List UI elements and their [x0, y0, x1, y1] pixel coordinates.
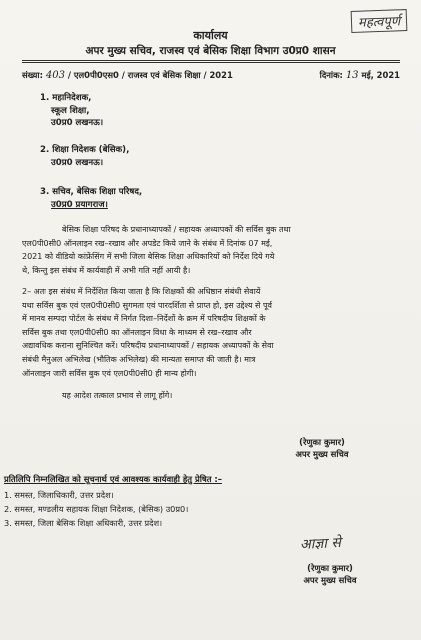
- paragraph-line: बेसिक शिक्षा परिषद के प्रधानाध्यापकों / सहायक अध्यापकों की सर्विस बुक तथा: [62, 225, 291, 234]
- date-rest: मई, 2021: [361, 70, 400, 80]
- copy-item: 1. समस्त, जिलाधिकारी, उत्तर प्रदेश।: [4, 490, 114, 500]
- copy-item: 3. समस्त, जिला बेसिक शिक्षा अधिकारी, उत्तर प्रदेश।: [4, 518, 163, 528]
- paragraph-line: यह आदेश तत्काल प्रभाव से लागू होंगे।: [62, 391, 173, 400]
- addressee-1: [40, 92, 103, 130]
- date-day: 13: [345, 70, 359, 81]
- paragraph-line: अद्यावधिक कराना सुनिश्चित करें। परिषदीय प्रधानाध्यापकों / सहायक अध्यापकों के सेवा: [22, 341, 274, 351]
- signature-block-2: [270, 562, 390, 586]
- reference-handwritten-number: 403: [45, 70, 65, 81]
- reference-rest: / एल0पी0एस0 / राजस्व एवं बेसिक शिक्षा / 2021: [67, 70, 233, 80]
- reference-label: संख्या:: [22, 70, 43, 80]
- addressee-3: [40, 186, 142, 211]
- copy-item: 2. समस्त, मण्डलीय सहायक शिक्षा निदेशक, (बेसिक) उ0प्र0।: [4, 504, 189, 514]
- paragraph-2: [22, 285, 400, 380]
- copy-heading: प्रतिलिपि निम्नलिखित को सूचनार्थ एवं आवश्यक कार्यवाही हेतु प्रेषित :–: [4, 474, 222, 484]
- date-label: दिनांक:: [319, 70, 343, 80]
- addressee-2: [40, 144, 129, 169]
- paragraph-1: [22, 223, 400, 277]
- paragraph-3: [22, 389, 400, 403]
- addressee-line: स्कूल शिक्षा,: [51, 105, 90, 116]
- paragraph-line: यथा सर्विस बुक एवं एल0पी0सी0 सुगमता एवं पारदर्शिता से प्राप्त हो, इस उद्देश्य से पूर्व: [22, 300, 272, 310]
- addressee-line: 1. महानिदेशक,: [40, 93, 92, 103]
- addressee-line: उ0प्र0 लखनऊ।: [51, 157, 104, 168]
- reference-number: [22, 70, 233, 81]
- paragraph-line: 2021 को वीडियो कांफ्रेंसिंग में सभी जिला बेसिक शिक्षा अधिकारियों को निर्देश दिये गये: [22, 252, 275, 262]
- addressee-line: उ0प्र0 लखनऊ।: [51, 118, 104, 128]
- office-heading: कार्यालय: [193, 29, 228, 42]
- paragraph-line: एल0पी0सी0 ऑनलाइन रख–रखाव और अपडेट किये जाने के संबंध में दिनांक 07 मई,: [22, 238, 273, 248]
- paragraph-line: 2– अतः इस संबंध में निर्देशित किया जाता है कि शिक्षकों की अधिष्ठान संबंधी सेवायें: [22, 287, 261, 296]
- header-rule: [22, 60, 400, 61]
- signatory-designation: अपर मुख्य सचिव: [295, 449, 349, 459]
- copy-list: [4, 488, 188, 530]
- paragraph-line: सर्विस बुक तथा एल0पी0सी0 का ऑनलाइन विधा के माध्यम से रख–रखाव और: [22, 327, 252, 337]
- importance-stamp: महत्वपूर्ण: [350, 9, 407, 33]
- department-heading: अपर मुख्य सचिव, राजस्व एवं बेसिक शिक्षा विभाग उ0प्र0 शासन: [85, 45, 336, 57]
- addressee-line: 3. सचिव, बेसिक शिक्षा परिषद,: [40, 187, 143, 197]
- paragraph-line: थे, किन्तु इस संबंध में कार्यवाही में अभी गति नहीं आयी है।: [22, 265, 191, 275]
- header-rule-secondary: [22, 62, 400, 63]
- paragraph-line: संबंधी मैनुअल अभिलेख (भौतिक अभिलेख) की मान्यता समाप्त की जाती है। मात्र: [22, 354, 256, 364]
- signatory-designation: अपर मुख्य सचिव: [303, 575, 357, 585]
- signature-block-1: [262, 436, 382, 460]
- addressee-line: 2. शिक्षा निदेशक (बेसिक),: [40, 145, 130, 155]
- signatory-name: (रेणुका कुमार): [299, 437, 345, 447]
- signatory-name: (रेणुका कुमार): [307, 563, 353, 573]
- paragraph-line: ऑनलाइन जारी सर्विस बुक एवं एल0पी0सी0 ही मान्य होगी।: [22, 368, 197, 378]
- letter-date: [320, 70, 400, 81]
- addressee-line: उ0प्र0 प्रयागराज।: [51, 199, 108, 210]
- handwritten-signature: आज्ञा से: [299, 534, 342, 554]
- paragraph-line: में मानव सम्पदा पोर्टल के संबंध में निर्गत दिशा–निर्देशों के क्रम में परिषदीय शिक्षकों के: [22, 314, 266, 324]
